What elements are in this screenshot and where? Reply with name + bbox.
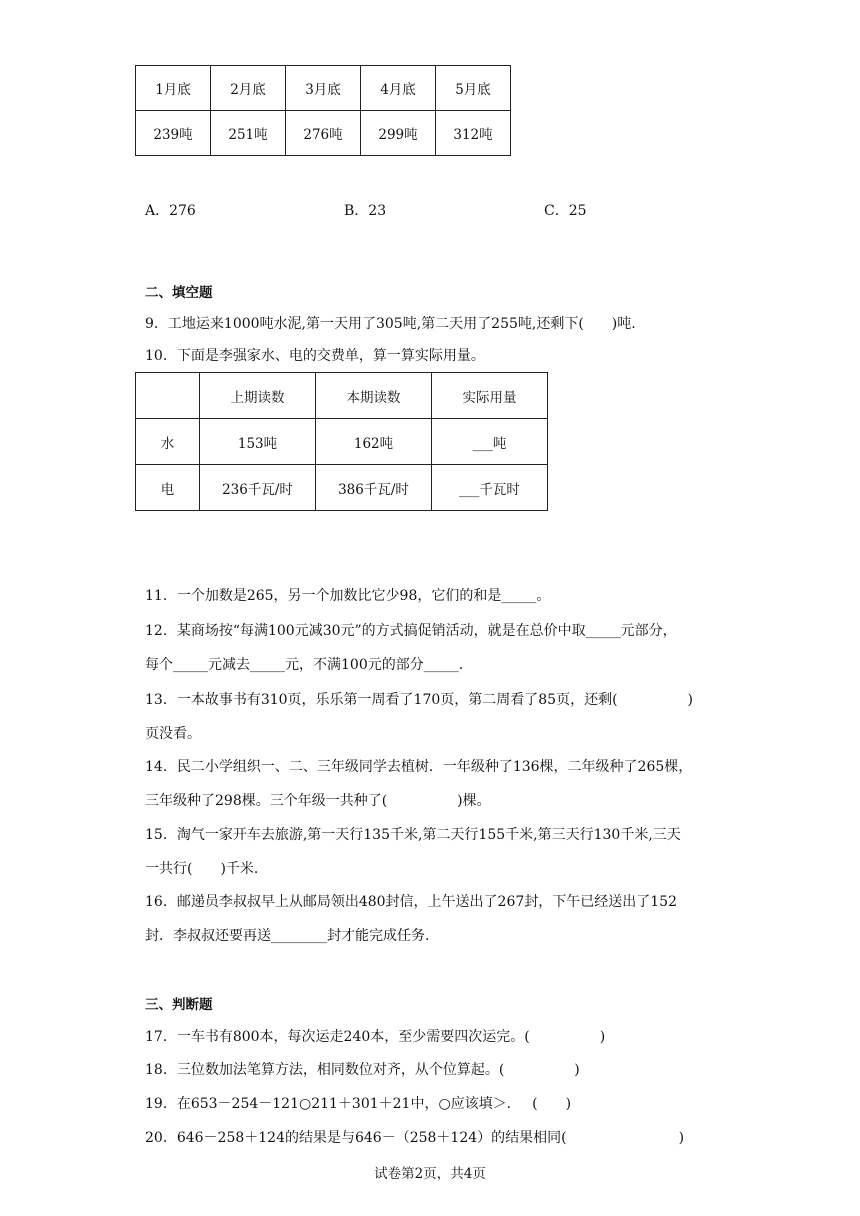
table-cell: 236千瓦/时 [200, 465, 316, 511]
question-19: 19．在653－254－121○211＋301＋21中，○应该填＞． ( ) [145, 1096, 572, 1112]
table-cell: 299吨 [361, 111, 436, 156]
table-cell: 312吨 [436, 111, 511, 156]
table-cell: 276吨 [286, 111, 361, 156]
question-18: 18．三位数加法笔算方法，相同数位对齐，从个位算起。( ) [145, 1062, 580, 1078]
table-cell: ___千瓦时 [432, 465, 548, 511]
utility-bill-table [135, 372, 548, 511]
question-14-line-2: 三年级种了298棵。三个年级一共种了( )棵。 [145, 793, 491, 809]
question-10: 10．下面是李强家水、电的交费单，算一算实际用量。 [145, 348, 485, 364]
table-row [136, 465, 548, 511]
table-row [136, 111, 511, 156]
table-cell: 162吨 [316, 419, 432, 465]
option-c: C．25 [544, 203, 587, 219]
section-heading-true-false: 三、判断题 [145, 997, 213, 1013]
table-header-cell: 上期读数 [200, 373, 316, 419]
table-cell: 239吨 [136, 111, 211, 156]
monthly-tonnage-table [135, 65, 511, 156]
table-cell: 386千瓦/时 [316, 465, 432, 511]
question-9: 9．工地运来1000吨水泥,第一天用了305吨,第二天用了255吨,还剩下( )吨. [145, 316, 636, 332]
table-cell: 水 [136, 419, 200, 465]
table-header-cell [136, 373, 200, 419]
question-13-line-1: 13．一本故事书有310页，乐乐第一周看了170页，第二周看了85页，还剩( ) [145, 692, 693, 708]
question-16-line-2: 封．李叔叔还要再送________封才能完成任务. [145, 928, 430, 944]
question-16-line-1: 16．邮递员李叔叔早上从邮局领出480封信，上午送出了267封，下午已经送出了152 [145, 894, 677, 910]
table-row [136, 419, 548, 465]
question-13-line-2: 页没看。 [145, 726, 201, 742]
table-row [136, 373, 548, 419]
table-header-cell: 实际用量 [432, 373, 548, 419]
table-header-cell: 3月底 [286, 66, 361, 111]
question-14-line-1: 14．民二小学组织一、二、三年级同学去植树．一年级种了136棵，二年级种了265棵， [145, 759, 693, 775]
question-15-line-1: 15．淘气一家开车去旅游,第一天行135千米,第二天行155千米,第三天行130千米,三天 [145, 827, 681, 843]
question-20: 20．646－258＋124的结果是与646－（258＋124）的结果相同( ) [145, 1130, 685, 1146]
section-heading-fill-in: 二、填空题 [145, 285, 213, 301]
table-cell: 153吨 [200, 419, 316, 465]
table-header-cell: 1月底 [136, 66, 211, 111]
page-footer: 试卷第2页，共4页 [374, 1166, 486, 1182]
table-cell: 251吨 [211, 111, 286, 156]
question-15-line-2: 一共行( )千米. [145, 861, 259, 877]
table-header-cell: 2月底 [211, 66, 286, 111]
table-cell: ___吨 [432, 419, 548, 465]
table-header-cell: 5月底 [436, 66, 511, 111]
table-header-cell: 本期读数 [316, 373, 432, 419]
option-b: B．23 [344, 203, 387, 219]
table-header-cell: 4月底 [361, 66, 436, 111]
question-11: 11．一个加数是265，另一个加数比它少98，它们的和是_____。 [145, 588, 551, 604]
question-12-line-2: 每个_____元减去_____元，不满100元的部分_____. [145, 657, 464, 673]
table-row [136, 66, 511, 111]
question-17: 17．一车书有800本，每次运走240本，至少需要四次运完。( ) [145, 1029, 606, 1045]
option-a: A．276 [145, 203, 196, 219]
question-12-line-1: 12．某商场按“每满100元减30元”的方式搞促销活动，就是在总价中取_____元部分， [145, 623, 677, 639]
table-cell: 电 [136, 465, 200, 511]
